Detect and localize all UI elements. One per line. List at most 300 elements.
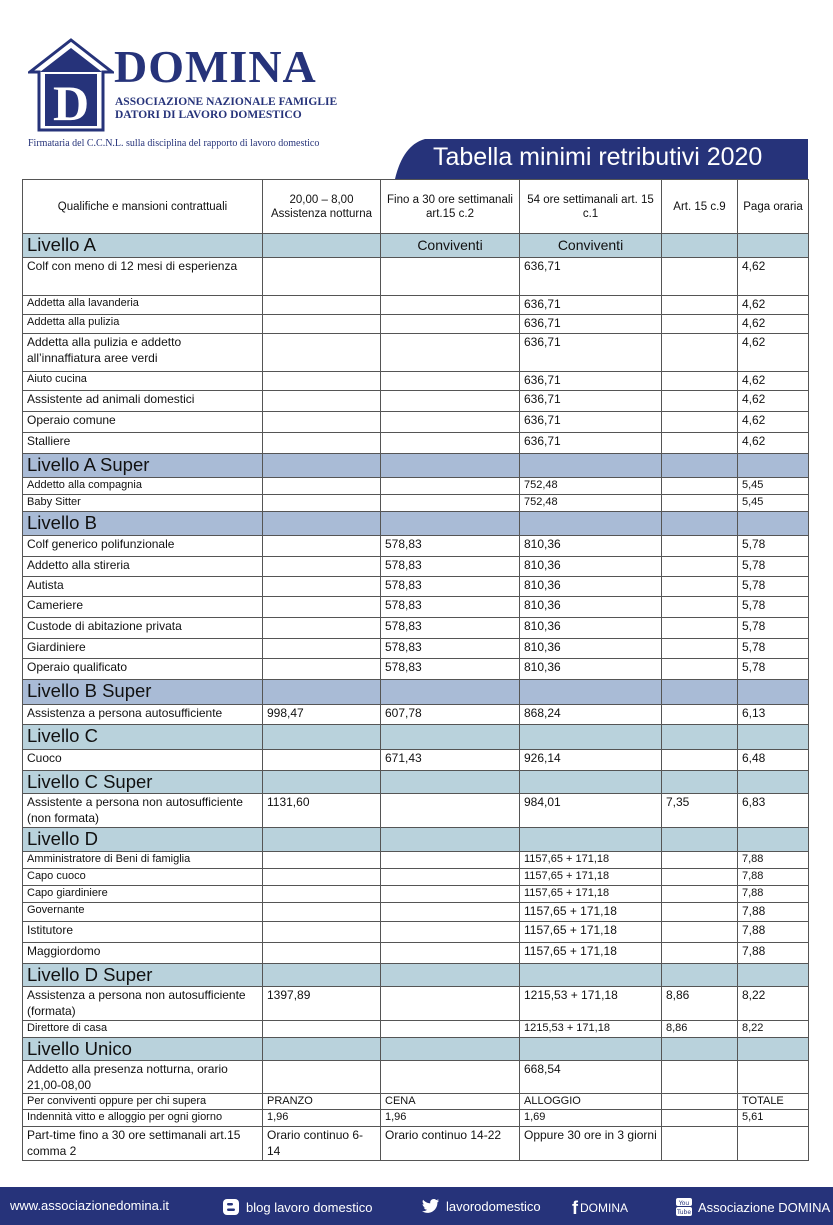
- table-row: [23, 296, 809, 315]
- qualification-cell: Addetta alla lavanderia: [23, 296, 263, 315]
- footer-bar: [0, 1187, 833, 1225]
- column-header: Paga oraria: [738, 180, 809, 234]
- level-cell: [381, 1038, 520, 1061]
- value-cell: 4,62: [738, 391, 809, 412]
- level-cell: [662, 725, 738, 750]
- level-cell: [738, 828, 809, 852]
- value-cell: [662, 1110, 738, 1127]
- value-cell: [662, 372, 738, 391]
- value-cell: 4,62: [738, 315, 809, 334]
- value-cell: [263, 334, 381, 372]
- level-cell: [520, 1038, 662, 1061]
- value-cell: 7,88: [738, 943, 809, 964]
- value-cell: [381, 886, 520, 903]
- level-row: [23, 680, 809, 705]
- value-cell: [738, 1061, 809, 1094]
- value-cell: [662, 750, 738, 771]
- value-cell: [381, 1021, 520, 1038]
- blog-link[interactable]: blog lavoro domestico: [222, 1198, 372, 1219]
- qualification-cell: Addetta alla pulizia e addetto all’innaffiatura aree verdi: [23, 334, 263, 372]
- value-cell: 607,78: [381, 705, 520, 725]
- value-cell: 578,83: [381, 639, 520, 659]
- value-cell: [662, 258, 738, 296]
- value-cell: [263, 372, 381, 391]
- value-cell: [662, 334, 738, 372]
- value-cell: 5,78: [738, 597, 809, 618]
- qualification-cell: Amministratore di Beni di famiglia: [23, 852, 263, 869]
- value-cell: [263, 922, 381, 943]
- qualification-cell: Cuoco: [23, 750, 263, 771]
- table-row: [23, 1110, 809, 1127]
- value-cell: [381, 869, 520, 886]
- facebook-link[interactable]: fDOMINA: [572, 1198, 628, 1218]
- value-cell: 1,96: [263, 1110, 381, 1127]
- qualification-cell: Addetta alla pulizia: [23, 315, 263, 334]
- level-cell: [520, 828, 662, 852]
- level-cell: [381, 454, 520, 478]
- value-cell: [263, 557, 381, 577]
- twitter-icon: [422, 1198, 440, 1217]
- level-cell: [738, 680, 809, 705]
- level-cell: [662, 964, 738, 987]
- table-row: [23, 903, 809, 922]
- level-cell: [662, 454, 738, 478]
- value-cell: 8,22: [738, 987, 809, 1021]
- qualification-cell: Assistenza a persona autosufficiente: [23, 705, 263, 725]
- table-row: [23, 1061, 809, 1094]
- value-cell: 578,83: [381, 597, 520, 618]
- value-cell: [662, 903, 738, 922]
- level-name: Livello C: [23, 725, 263, 750]
- table-row: [23, 1127, 809, 1161]
- level-cell: [263, 1038, 381, 1061]
- qualification-cell: Custode di abitazione privata: [23, 618, 263, 639]
- value-cell: 752,48: [520, 495, 662, 512]
- value-cell: 810,36: [520, 659, 662, 680]
- level-cell: [520, 964, 662, 987]
- value-cell: 4,62: [738, 372, 809, 391]
- brand-name: DOMINA: [114, 41, 317, 92]
- value-cell: 668,54: [520, 1061, 662, 1094]
- value-cell: [263, 1061, 381, 1094]
- table-row: [23, 987, 809, 1021]
- value-cell: 7,35: [662, 794, 738, 828]
- qualification-cell: Maggiordomo: [23, 943, 263, 964]
- table-row: [23, 536, 809, 557]
- table-row: [23, 1021, 809, 1038]
- title-banner: [395, 139, 808, 179]
- value-cell: [381, 372, 520, 391]
- value-cell: 671,43: [381, 750, 520, 771]
- level-cell: [520, 680, 662, 705]
- qualification-cell: Addetto alla stireria: [23, 557, 263, 577]
- value-cell: [263, 577, 381, 597]
- level-cell: [738, 725, 809, 750]
- value-cell: CENA: [381, 1094, 520, 1110]
- level-cell: [662, 680, 738, 705]
- value-cell: [662, 478, 738, 495]
- table-row: [23, 391, 809, 412]
- value-cell: [263, 296, 381, 315]
- value-cell: 5,78: [738, 659, 809, 680]
- value-cell: [263, 258, 381, 296]
- value-cell: [381, 334, 520, 372]
- value-cell: [381, 433, 520, 454]
- qualification-cell: Per conviventi oppure per chi supera: [23, 1094, 263, 1110]
- value-cell: [662, 495, 738, 512]
- qualification-cell: Stalliere: [23, 433, 263, 454]
- value-cell: 636,71: [520, 433, 662, 454]
- value-cell: [662, 296, 738, 315]
- value-cell: 1131,60: [263, 794, 381, 828]
- qualification-cell: Addetto alla compagnia: [23, 478, 263, 495]
- value-cell: 1157,65 + 171,18: [520, 922, 662, 943]
- value-cell: 1,96: [381, 1110, 520, 1127]
- level-cell: [381, 828, 520, 852]
- youtube-link[interactable]: You Tube Associazione DOMINA: [676, 1198, 830, 1219]
- value-cell: 6,48: [738, 750, 809, 771]
- qualification-cell: Governante: [23, 903, 263, 922]
- value-cell: 5,78: [738, 618, 809, 639]
- value-cell: 8,22: [738, 1021, 809, 1038]
- value-cell: 752,48: [520, 478, 662, 495]
- value-cell: 1157,65 + 171,18: [520, 903, 662, 922]
- value-cell: 1215,53 + 171,18: [520, 987, 662, 1021]
- level-row: [23, 771, 809, 794]
- level-row: [23, 454, 809, 478]
- value-cell: [662, 659, 738, 680]
- value-cell: 578,83: [381, 536, 520, 557]
- qualification-cell: Aiuto cucina: [23, 372, 263, 391]
- wage-table: [22, 179, 809, 1161]
- domina-logo: [28, 38, 348, 138]
- value-cell: 810,36: [520, 618, 662, 639]
- level-cell: [738, 454, 809, 478]
- value-cell: 7,88: [738, 886, 809, 903]
- level-name: Livello B Super: [23, 680, 263, 705]
- level-cell: [263, 771, 381, 794]
- value-cell: 7,88: [738, 852, 809, 869]
- level-cell: [520, 512, 662, 536]
- svg-text:Tube: Tube: [676, 1209, 692, 1216]
- house-d-icon: [28, 38, 114, 134]
- level-cell: [738, 512, 809, 536]
- value-cell: [263, 639, 381, 659]
- level-name: Livello B: [23, 512, 263, 536]
- level-cell: [738, 234, 809, 258]
- qualification-cell: Indennità vitto e alloggio per ogni giorno: [23, 1110, 263, 1127]
- level-cell: [738, 964, 809, 987]
- value-cell: 8,86: [662, 987, 738, 1021]
- value-cell: [381, 296, 520, 315]
- value-cell: Orario continuo 14-22: [381, 1127, 520, 1161]
- level-cell: [263, 964, 381, 987]
- value-cell: [662, 557, 738, 577]
- value-cell: 578,83: [381, 577, 520, 597]
- value-cell: 7,88: [738, 922, 809, 943]
- table-row: [23, 869, 809, 886]
- level-row: [23, 234, 809, 258]
- value-cell: 636,71: [520, 412, 662, 433]
- value-cell: [263, 495, 381, 512]
- value-cell: [662, 943, 738, 964]
- value-cell: 810,36: [520, 577, 662, 597]
- value-cell: 5,45: [738, 495, 809, 512]
- facebook-icon: f: [572, 1198, 578, 1218]
- twitter-link[interactable]: lavorodomestico: [422, 1198, 541, 1217]
- value-cell: [662, 618, 738, 639]
- value-cell: 5,78: [738, 639, 809, 659]
- table-row: [23, 1094, 809, 1110]
- level-name: Livello D Super: [23, 964, 263, 987]
- value-cell: 636,71: [520, 334, 662, 372]
- table-row: [23, 659, 809, 680]
- value-cell: [381, 495, 520, 512]
- table-row: [23, 412, 809, 433]
- value-cell: [381, 391, 520, 412]
- level-cell: [263, 828, 381, 852]
- level-cell: [738, 1038, 809, 1061]
- value-cell: [662, 391, 738, 412]
- table-row: [23, 478, 809, 495]
- page-title: Tabella minimi retributivi 2020: [433, 143, 763, 171]
- level-cell: [520, 454, 662, 478]
- level-name: Livello A: [23, 234, 263, 258]
- value-cell: 810,36: [520, 536, 662, 557]
- value-cell: [381, 943, 520, 964]
- value-cell: 810,36: [520, 557, 662, 577]
- value-cell: [263, 869, 381, 886]
- level-cell: Conviventi: [381, 234, 520, 258]
- value-cell: 4,62: [738, 296, 809, 315]
- qualification-cell: Addetto alla presenza notturna, orario 21,00-08,00: [23, 1061, 263, 1094]
- value-cell: [662, 886, 738, 903]
- qualification-cell: Giardiniere: [23, 639, 263, 659]
- column-header: 20,00 – 8,00 Assistenza notturna: [263, 180, 381, 234]
- value-cell: 636,71: [520, 391, 662, 412]
- table-row: [23, 577, 809, 597]
- value-cell: [662, 1094, 738, 1110]
- value-cell: [662, 597, 738, 618]
- level-cell: [263, 725, 381, 750]
- level-row: [23, 964, 809, 987]
- value-cell: 578,83: [381, 618, 520, 639]
- level-cell: [662, 828, 738, 852]
- brand-subtitle: ASSOCIAZIONE NAZIONALE FAMIGLIE DATORI DI LAVORO DOMESTICO: [115, 96, 338, 121]
- qualification-cell: Capo cuoco: [23, 869, 263, 886]
- level-cell: [263, 454, 381, 478]
- value-cell: 8,86: [662, 1021, 738, 1038]
- value-cell: [381, 1061, 520, 1094]
- value-cell: [263, 315, 381, 334]
- level-cell: [381, 680, 520, 705]
- column-header: Art. 15 c.9: [662, 180, 738, 234]
- table-row: [23, 495, 809, 512]
- level-cell: [381, 964, 520, 987]
- value-cell: 578,83: [381, 659, 520, 680]
- level-cell: [662, 512, 738, 536]
- value-cell: 1157,65 + 171,18: [520, 852, 662, 869]
- level-cell: [662, 1038, 738, 1061]
- value-cell: 810,36: [520, 597, 662, 618]
- level-name: Livello Unico: [23, 1038, 263, 1061]
- value-cell: 6,83: [738, 794, 809, 828]
- value-cell: 4,62: [738, 258, 809, 296]
- value-cell: [263, 750, 381, 771]
- value-cell: [662, 536, 738, 557]
- youtube-icon: [676, 1198, 692, 1219]
- table-row: [23, 433, 809, 454]
- column-header: 54 ore settimanali art. 15 c.1: [520, 180, 662, 234]
- value-cell: 868,24: [520, 705, 662, 725]
- value-cell: TOTALE: [738, 1094, 809, 1110]
- value-cell: 5,61: [738, 1110, 809, 1127]
- value-cell: 1,69: [520, 1110, 662, 1127]
- value-cell: [662, 1127, 738, 1161]
- level-cell: [662, 771, 738, 794]
- value-cell: [381, 987, 520, 1021]
- value-cell: [381, 794, 520, 828]
- value-cell: 5,78: [738, 577, 809, 597]
- value-cell: Oppure 30 ore in 3 giorni: [520, 1127, 662, 1161]
- level-cell: [263, 512, 381, 536]
- value-cell: [662, 412, 738, 433]
- level-row: [23, 1038, 809, 1061]
- website-link[interactable]: www.associazionedomina.it: [10, 1198, 169, 1213]
- table-header-row: [23, 180, 809, 234]
- value-cell: [263, 391, 381, 412]
- value-cell: 4,62: [738, 334, 809, 372]
- value-cell: [738, 1127, 809, 1161]
- level-name: Livello D: [23, 828, 263, 852]
- value-cell: 6,13: [738, 705, 809, 725]
- value-cell: 578,83: [381, 557, 520, 577]
- table-row: [23, 886, 809, 903]
- value-cell: 4,62: [738, 433, 809, 454]
- value-cell: [662, 922, 738, 943]
- level-cell: [263, 234, 381, 258]
- value-cell: [662, 869, 738, 886]
- table-row: [23, 618, 809, 639]
- value-cell: [662, 315, 738, 334]
- column-header: Qualifiche e mansioni contrattuali: [23, 180, 263, 234]
- level-name: Livello C Super: [23, 771, 263, 794]
- value-cell: 5,78: [738, 557, 809, 577]
- svg-text:D: D: [52, 75, 90, 131]
- value-cell: [263, 478, 381, 495]
- level-cell: [520, 771, 662, 794]
- value-cell: [662, 852, 738, 869]
- table-row: [23, 943, 809, 964]
- qualification-cell: Direttore di casa: [23, 1021, 263, 1038]
- qualification-cell: Assistente a persona non autosufficiente (non formata): [23, 794, 263, 828]
- value-cell: [263, 943, 381, 964]
- table-row: [23, 597, 809, 618]
- value-cell: [263, 433, 381, 454]
- table-row: [23, 334, 809, 372]
- level-cell: [381, 512, 520, 536]
- value-cell: [381, 478, 520, 495]
- level-cell: Conviventi: [520, 234, 662, 258]
- value-cell: 1215,53 + 171,18: [520, 1021, 662, 1038]
- qualification-cell: Autista: [23, 577, 263, 597]
- value-cell: [263, 852, 381, 869]
- value-cell: 4,62: [738, 412, 809, 433]
- value-cell: 636,71: [520, 296, 662, 315]
- value-cell: [662, 1061, 738, 1094]
- value-cell: 998,47: [263, 705, 381, 725]
- value-cell: 7,88: [738, 903, 809, 922]
- value-cell: [662, 639, 738, 659]
- level-cell: [381, 725, 520, 750]
- value-cell: [263, 618, 381, 639]
- qualification-cell: Operaio comune: [23, 412, 263, 433]
- value-cell: 5,78: [738, 536, 809, 557]
- value-cell: [263, 412, 381, 433]
- value-cell: [381, 922, 520, 943]
- qualification-cell: Istitutore: [23, 922, 263, 943]
- value-cell: 1397,89: [263, 987, 381, 1021]
- value-cell: 636,71: [520, 258, 662, 296]
- value-cell: 1157,65 + 171,18: [520, 886, 662, 903]
- qualification-cell: Operaio qualificato: [23, 659, 263, 680]
- value-cell: 636,71: [520, 372, 662, 391]
- value-cell: [263, 886, 381, 903]
- table-row: [23, 372, 809, 391]
- level-name: Livello A Super: [23, 454, 263, 478]
- column-header: Fino a 30 ore settimanali art.15 c.2: [381, 180, 520, 234]
- table-row: [23, 557, 809, 577]
- table-row: [23, 750, 809, 771]
- table-row: [23, 258, 809, 296]
- level-row: [23, 725, 809, 750]
- level-cell: [263, 680, 381, 705]
- value-cell: [381, 258, 520, 296]
- table-row: [23, 794, 809, 828]
- value-cell: [263, 536, 381, 557]
- value-cell: ALLOGGIO: [520, 1094, 662, 1110]
- value-cell: [662, 705, 738, 725]
- value-cell: [381, 412, 520, 433]
- value-cell: [381, 315, 520, 334]
- level-row: [23, 828, 809, 852]
- qualification-cell: Cameriere: [23, 597, 263, 618]
- value-cell: [263, 903, 381, 922]
- blogger-icon: [222, 1198, 240, 1219]
- value-cell: 7,88: [738, 869, 809, 886]
- level-cell: [520, 725, 662, 750]
- value-cell: PRANZO: [263, 1094, 381, 1110]
- qualification-cell: Capo giardiniere: [23, 886, 263, 903]
- value-cell: 926,14: [520, 750, 662, 771]
- value-cell: [381, 852, 520, 869]
- signatory-note: Firmataria del C.C.N.L. sulla disciplina del rapporto di lavoro domestico: [28, 138, 320, 149]
- value-cell: Orario continuo 6-14: [263, 1127, 381, 1161]
- table-row: [23, 639, 809, 659]
- value-cell: [263, 1021, 381, 1038]
- value-cell: 5,45: [738, 478, 809, 495]
- level-cell: [738, 771, 809, 794]
- qualification-cell: Baby Sitter: [23, 495, 263, 512]
- value-cell: [381, 903, 520, 922]
- svg-text:You: You: [678, 1200, 690, 1207]
- table-row: [23, 922, 809, 943]
- table-row: [23, 852, 809, 869]
- value-cell: [662, 577, 738, 597]
- value-cell: 810,36: [520, 639, 662, 659]
- value-cell: 1157,65 + 171,18: [520, 943, 662, 964]
- qualification-cell: Assistente ad animali domestici: [23, 391, 263, 412]
